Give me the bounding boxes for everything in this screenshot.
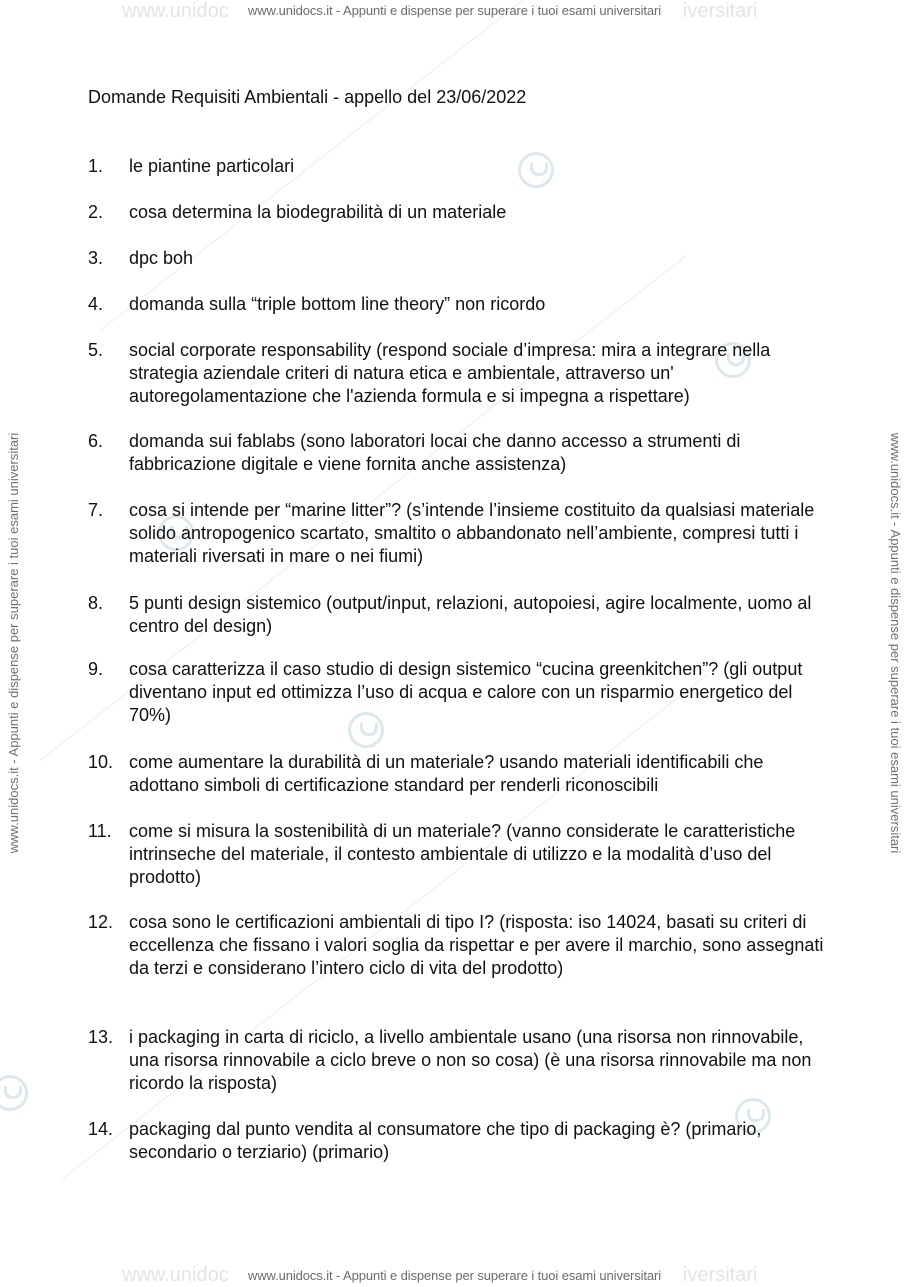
question-number: 5. xyxy=(88,340,104,360)
question-text: cosa determina la biodegrabilità di un materiale xyxy=(129,202,507,222)
watermark-side-left-text: www.unidocs.it - Appunti e dispense per superare i tuoi esami universitari xyxy=(6,432,21,854)
question-item xyxy=(88,592,828,638)
question-item xyxy=(88,155,828,178)
watermark-side-right-text: www.unidocs.it - Appunti e dispense per superare i tuoi esami universitari xyxy=(888,432,903,854)
question-number: 14. xyxy=(88,1119,114,1139)
question-number: 4. xyxy=(88,294,104,314)
question-text: le piantine particolari xyxy=(129,156,295,176)
question-text: social corporate responsability (respond sociale d’impresa: mira a integrare nella strategia aziendale criteri di natura etica e ambientale, attraverso un' autoregolamentazione che l'azienda formula e si impegna a rispettare) xyxy=(129,340,771,406)
watermark-ghost-right-footer: iversitari xyxy=(683,1264,758,1286)
question-number: 10. xyxy=(88,752,114,772)
question-text: domanda sulla “triple bottom line theory” non ricordo xyxy=(129,294,546,314)
question-text: domanda sui fablabs (sono laboratori locai che danno accesso a strumenti di fabbricazione digitale e viene fornita anche assistenza) xyxy=(129,431,741,474)
question-item xyxy=(88,499,828,568)
question-item xyxy=(88,820,828,889)
question-item xyxy=(88,430,828,476)
question-item xyxy=(88,1118,828,1164)
question-item xyxy=(88,1026,828,1095)
watermark-header: www.unidocs.it - Appunti e dispense per superare i tuoi esami universitari xyxy=(247,3,662,18)
question-item xyxy=(88,247,828,270)
question-number: 6. xyxy=(88,431,104,451)
question-text: dpc boh xyxy=(129,248,194,268)
question-text: cosa si intende per “marine litter”? (s’intende l’insieme costituito da qualsiasi materiale solido antropogenico scartato, smaltito o abbandonato nell’ambiente, compresi tutti i materiali riversati in mare o nei fiumi) xyxy=(129,500,815,566)
document-title: Domande Requisiti Ambientali - appello del 23/06/2022 xyxy=(88,87,527,107)
question-text: come si misura la sostenibilità di un materiale? (vanno considerate le caratteristiche intrinseche del materiale, il contesto ambientale di utilizzo e la modalità d’uso del prodotto) xyxy=(129,821,796,887)
watermark-ghost-left-footer: www.unidoc xyxy=(122,1264,229,1286)
question-item xyxy=(88,658,828,727)
question-number: 13. xyxy=(88,1027,114,1047)
watermark-ghost-left: www.unidoc xyxy=(122,0,229,22)
question-number: 12. xyxy=(88,912,114,932)
question-text: i packaging in carta di riciclo, a livello ambientale usano (una risorsa non rinnovabile, una risorsa rinnovabile a ciclo breve o non so cosa) (è una risorsa rinnovabile ma non ricordo la risposta) xyxy=(129,1027,812,1093)
question-text: 5 punti design sistemico (output/input, relazioni, autopoiesi, agire localmente, uomo al centro del design) xyxy=(129,593,812,636)
question-text: cosa sono le certificazioni ambientali di tipo I? (risposta: iso 14024, basati su criteri di eccellenza che fissano i valori soglia da rispettar e per avere il marchio, sono assegnati da terzi e considerano l’intero ciclo di vita del prodotto) xyxy=(129,912,824,978)
question-number: 7. xyxy=(88,500,104,520)
question-item xyxy=(88,293,828,316)
question-number: 2. xyxy=(88,202,104,222)
question-number: 9. xyxy=(88,659,104,679)
question-number: 1. xyxy=(88,156,104,176)
question-number: 11. xyxy=(88,821,112,841)
question-text: come aumentare la durabilità di un materiale? usando materiali identificabili che adottano simboli di certificazione standard per renderli riconoscibili xyxy=(129,752,764,795)
watermark-ghost-right: iversitari xyxy=(683,0,758,22)
question-text: packaging dal punto vendita al consumatore che tipo di packaging è? (primario, secondario o terziario) (primario) xyxy=(129,1119,762,1162)
question-number: 8. xyxy=(88,593,104,613)
question-item xyxy=(88,911,828,980)
question-item xyxy=(88,751,828,797)
question-text: cosa caratterizza il caso studio di design sistemico “cucina greenkitchen”? (gli output diventano input ed ottimizza l’uso di acqua e calore con un risparmio energetico del 70%) xyxy=(129,659,803,725)
question-item xyxy=(88,339,828,408)
watermark-footer: www.unidocs.it - Appunti e dispense per superare i tuoi esami universitari xyxy=(247,1268,662,1283)
question-number: 3. xyxy=(88,248,104,268)
question-item xyxy=(88,201,828,224)
